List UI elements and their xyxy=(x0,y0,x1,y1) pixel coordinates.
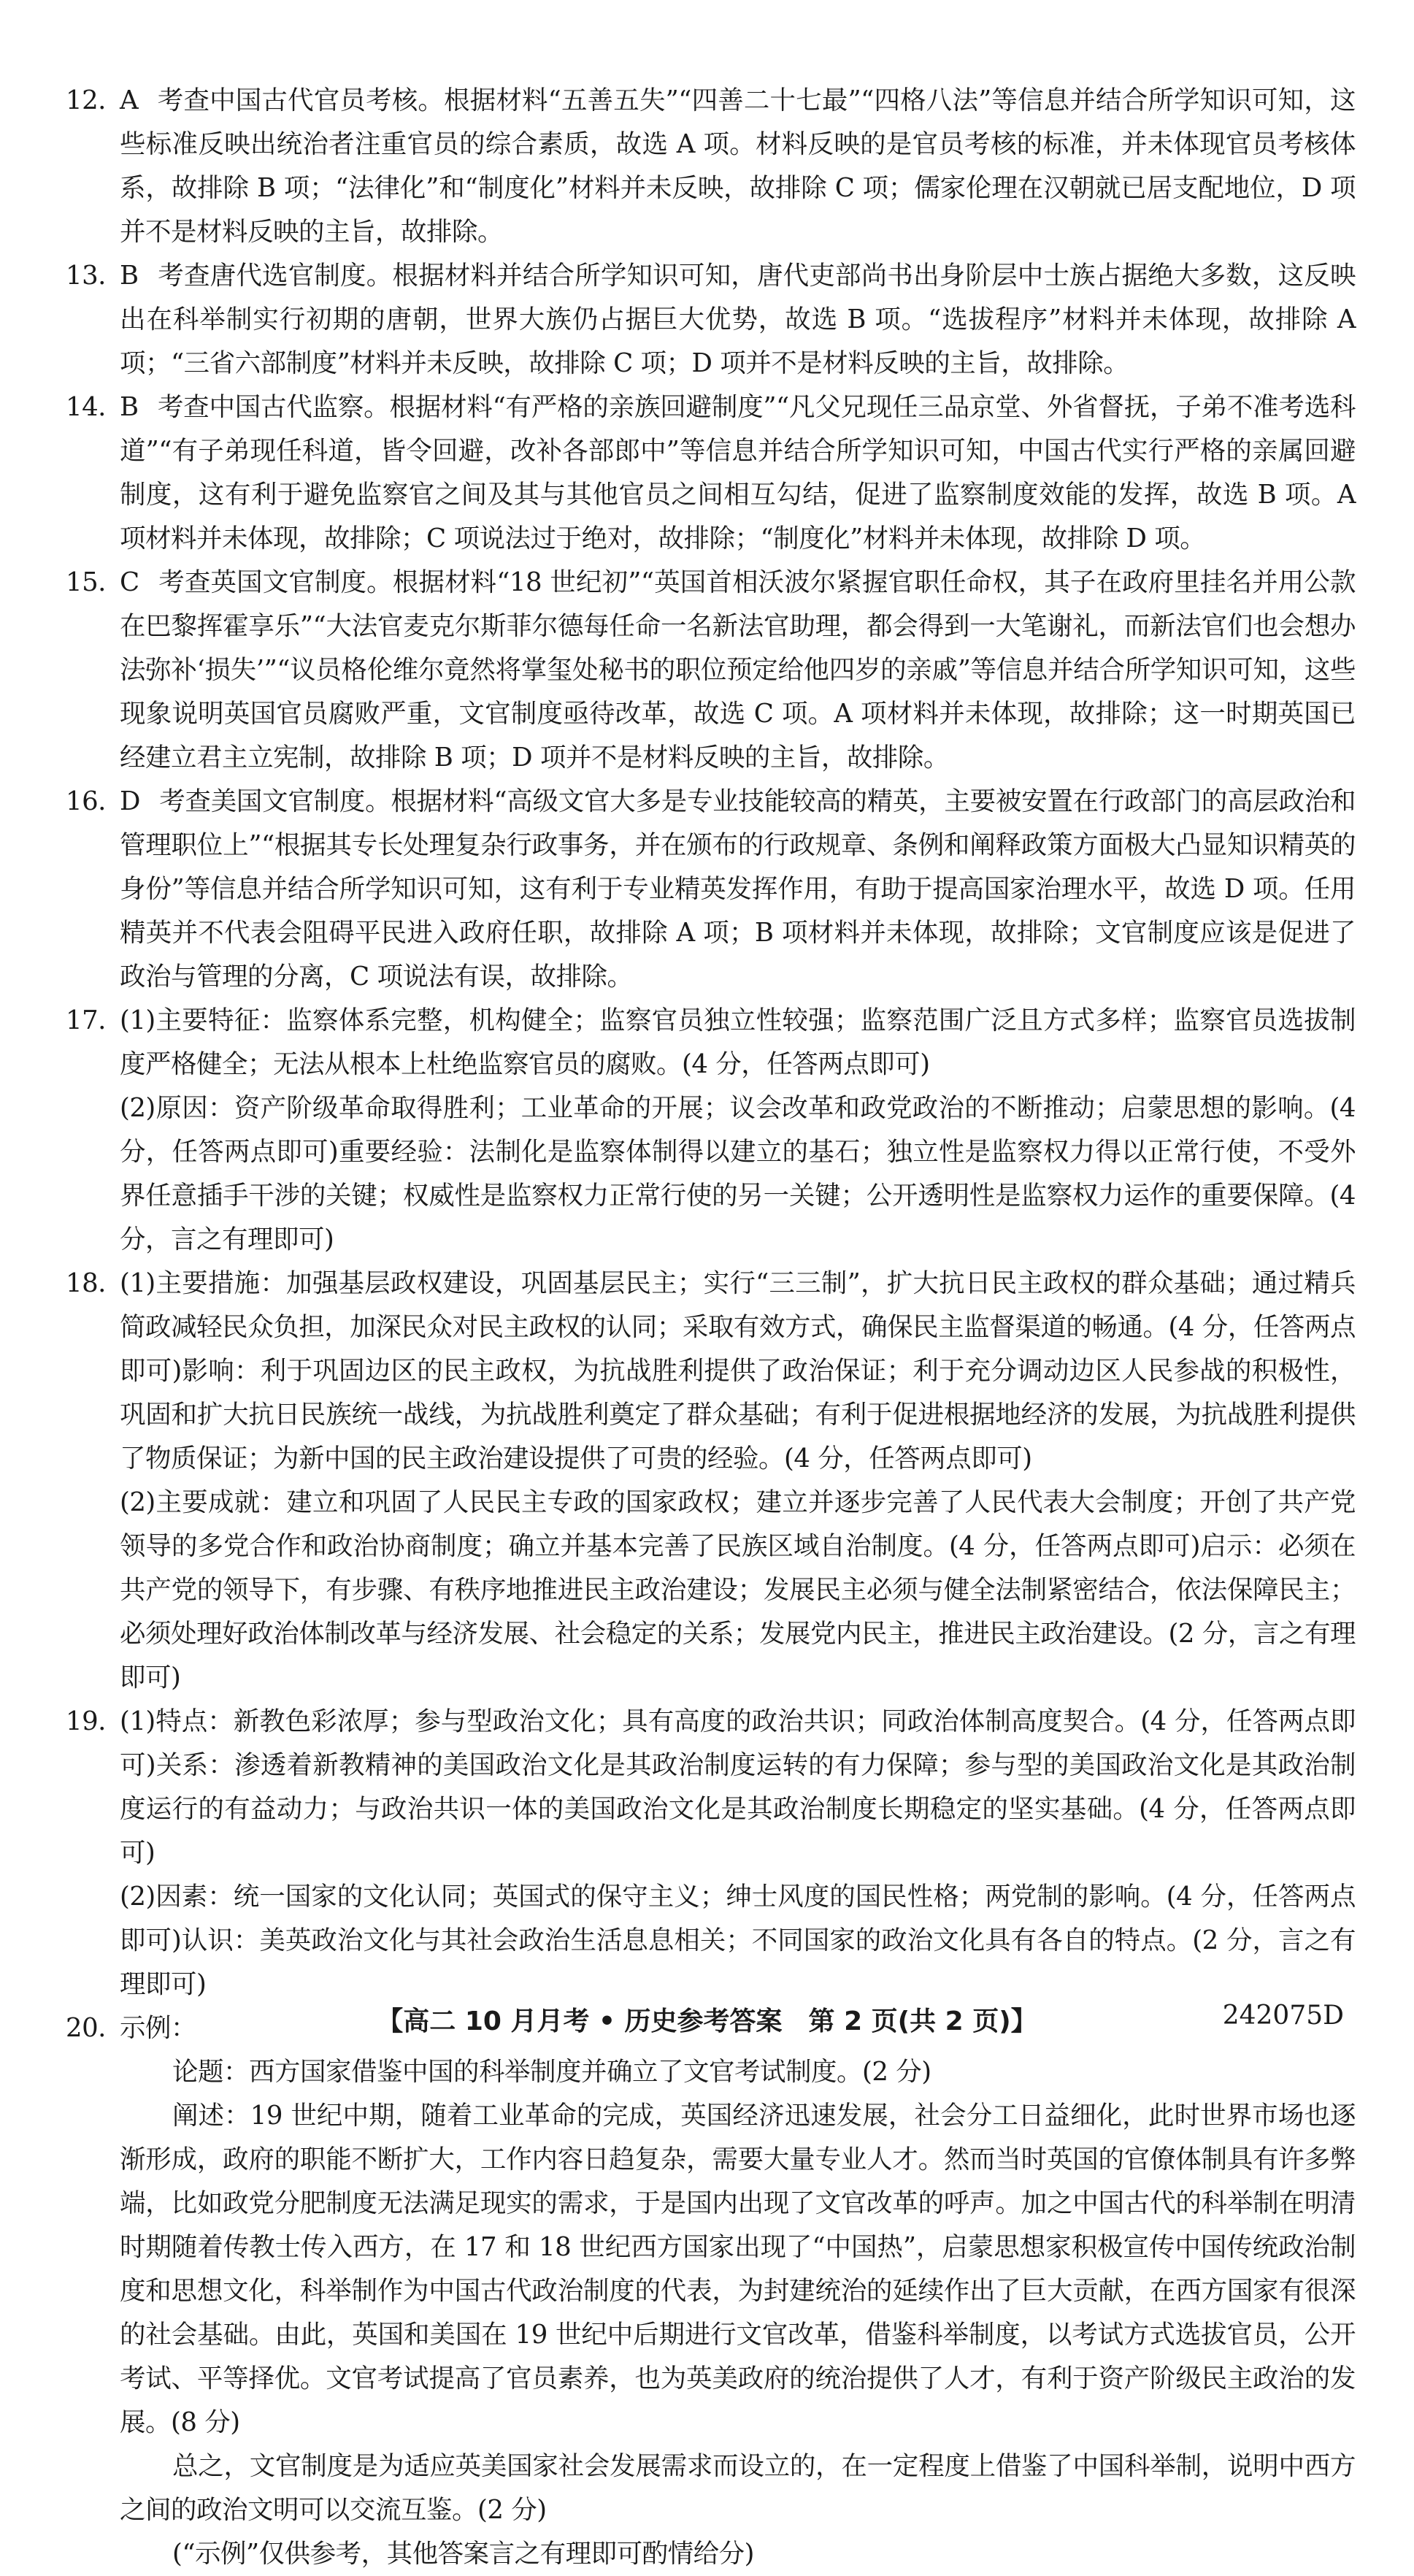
thesis-paragraph: 论题：西方国家借鉴中国的科举制度并确立了文官考试制度。(2 分) xyxy=(172,2057,931,2087)
scoring-note: (“示例”仅供参考，其他答案言之有理即可酌情给分) xyxy=(172,2539,754,2569)
explanation-text: 考查中国古代监察。根据材料“有严格的亲族回避制度”“凡父兄现任三品京堂、外省督抚，子弟不准考选科道”“有子弟现任科道，皆令回避，改补各部郎中”等信息并结合所学知识可知，中国古代实行严格的亲属回避制度，这有利于避免监察官之间及其与其他官员之间相互勾结，促进了监察制度效能的发挥，故选 B 项。A 项材料并未体现，故排除；C 项说法过于绝对，故排除；“制度化”材料并未体现，故排除 D 项。 xyxy=(120,392,1356,553)
question-12 xyxy=(58,79,1356,254)
answer-letter: B xyxy=(120,392,139,422)
question-number: 17. xyxy=(66,1005,106,1035)
question-17 xyxy=(58,999,1356,1262)
question-14 xyxy=(58,386,1356,561)
question-15 xyxy=(58,561,1356,780)
answer-letter: D xyxy=(120,786,140,816)
answer-letter: B xyxy=(120,261,139,291)
question-number: 13. xyxy=(66,261,106,291)
answer-part-2: (2)原因：资产阶级革命取得胜利；工业革命的开展；议会改革和政党政治的不断推动；启蒙思想的影响。(4 分，任答两点即可)重要经验：法制化是监察体制得以建立的基石；独立性是监察权力得以正常行使，不受外界任意插手干涉的关键；权威性是监察权力正常行使的另一关键；公开透明性是监察权力运作的重要保障。(4 分，言之有理即可) xyxy=(120,1093,1356,1254)
argument-paragraph: 阐述：19 世纪中期，随着工业革命的完成，英国经济迅速发展，社会分工日益细化，此时世界市场也逐渐形成，政府的职能不断扩大，工作内容日趋复杂，需要大量专业人才。然而当时英国的官僚体制具有许多弊端，比如政党分肥制度无法满足现实的需求，于是国内出现了文官改革的呼声。加之中国古代的科举制在明清时期随着传教士传入西方，在 17 和 18 世纪西方国家出现了“中国热”，启蒙思想家积极宣传中国传统政治制度和思想文化，科举制作为中国古代政治制度的代表，为封建统治的延续作出了巨大贡献，在西方国家有很深的社会基础。由此，英国和美国在 19 世纪中后期进行文官改革，借鉴科举制度，以考试方式选拔官员，公开考试、平等择优。文官考试提高了官员素养，也为英美政府的统治提供了人才，有利于资产阶级民主政治的发展。(8 分) xyxy=(120,2101,1356,2437)
answer-part-1: (1)主要措施：加强基层政权建设，巩固基层民主；实行“三三制”，扩大抗日民主政权的群众基础；通过精兵简政减轻民众负担，加深民众对民主政权的认同；采取有效方式，确保民主监督渠道的畅通。(4 分，任答两点即可)影响：利于巩固边区的民主政权，为抗战胜利提供了政治保证；利于充分调动边区人民参战的积极性，巩固和扩大抗日民族统一战线，为抗战胜利奠定了群众基础；有利于促进根据地经济的发展，为抗战胜利提供了物质保证；为新中国的民主政治建设提供了可贵的经验。(4 分，任答两点即可) xyxy=(120,1268,1356,1473)
answer-part-1: (1)特点：新教色彩浓厚；参与型政治文化；具有高度的政治共识；同政治体制高度契合。(4 分，任答两点即可)关系：渗透着新教精神的美国政治文化是其政治制度运转的有力保障；参与型的美国政治文化是其政治制度运行的有益动力；与政治共识一体的美国政治文化是其政治制度长期稳定的坚实基础。(4 分，任答两点即可) xyxy=(120,1706,1356,1868)
question-number: 20. xyxy=(66,2013,106,2043)
question-number: 14. xyxy=(66,392,106,422)
explanation-text: 考查英国文官制度。根据材料“18 世纪初”“英国首相沃波尔紧握官职任命权，其子在政府里挂名并用公款在巴黎挥霍享乐”“大法官麦克尔斯菲尔德每任命一名新法官助理，都会得到一大笔谢礼，而新法官们也会想办法弥补‘损失’”“议员格伦维尔竟然将掌玺处秘书的职位预定给他四岁的亲戚”等信息并结合所学知识可知，这些现象说明英国官员腐败严重，文官制度亟待改革，故选 C 项。A 项材料并未体现，故排除；这一时期英国已经建立君主立宪制，故排除 B 项；D 项并不是材料反映的主旨，故排除。 xyxy=(120,567,1356,773)
page-footer xyxy=(0,2001,1414,2044)
question-number: 19. xyxy=(66,1706,106,1736)
question-number: 12. xyxy=(66,85,106,115)
footer-title: 【高二 10 月月考 • 历史参考答案 第 2 页(共 2 页)】 xyxy=(377,2006,1037,2036)
document-code: 242075D xyxy=(1222,2001,1344,2031)
answer-part-2: (2)因素：统一国家的文化认同；英国式的保守主义；绅士风度的国民性格；两党制的影响。(4 分，任答两点即可)认识：美英政治文化与其社会政治生活息息相关；不同国家的政治文化具有各自的特点。(2 分，言之有理即可) xyxy=(120,1882,1356,1999)
question-20 xyxy=(58,2006,1356,2576)
conclusion-paragraph: 总之，文官制度是为适应英美国家社会发展需求而设立的，在一定程度上借鉴了中国科举制，说明中西方之间的政治文明可以交流互鉴。(2 分) xyxy=(120,2451,1356,2525)
question-16 xyxy=(58,780,1356,999)
answer-letter: A xyxy=(120,85,139,115)
answer-part-1: (1)主要特征：监察体系完整，机构健全；监察官员独立性较强；监察范围广泛且方式多样；监察官员选拔制度严格健全；无法从根本上杜绝监察官员的腐败。(4 分，任答两点即可) xyxy=(120,1005,1356,1079)
explanation-text: 考查唐代选官制度。根据材料并结合所学知识可知，唐代吏部尚书出身阶层中士族占据绝大多数，这反映出在科举制实行初期的唐朝，世界大族仍占据巨大优势，故选 B 项。“选拔程序”材料并未体现，故排除 A 项；“三省六部制度”材料并未反映，故排除 C 项；D 项并不是材料反映的主旨，故排除。 xyxy=(120,261,1356,378)
explanation-text: 考查美国文官制度。根据材料“高级文官大多是专业技能较高的精英，主要被安置在行政部门的高层政治和管理职位上”“根据其专长处理复杂行政事务，并在颁布的行政规章、条例和阐释政策方面极大凸显知识精英的身份”等信息并结合所学知识可知，这有利于专业精英发挥作用，有助于提高国家治理水平，故选 D 项。任用精英并不代表会阻碍平民进入政府任职，故排除 A 项；B 项材料并未体现，故排除；文官制度应该是促进了政治与管理的分离，C 项说法有误，故排除。 xyxy=(120,786,1356,992)
question-number: 16. xyxy=(66,786,106,816)
answer-part-2: (2)主要成就：建立和巩固了人民民主专政的国家政权；建立并逐步完善了人民代表大会制度；开创了共产党领导的多党合作和政治协商制度；确立并基本完善了民族区域自治制度。(4 分，任答两点即可)启示：必须在共产党的领导下，有步骤、有秩序地推进民主政治建设；发展民主必须与健全法制紧密结合，依法保障民主；必须处理好政治体制改革与经济发展、社会稳定的关系；发展党内民主，推进民主政治建设。(2 分，言之有理即可) xyxy=(120,1487,1356,1693)
question-number: 18. xyxy=(66,1268,106,1298)
example-label: 示例： xyxy=(120,2013,197,2043)
answer-letter: C xyxy=(120,567,139,597)
explanation-text: 考查中国古代官员考核。根据材料“五善五失”“四善二十七最”“四格八法”等信息并结合所学知识可知，这些标准反映出统治者注重官员的综合素质，故选 A 项。材料反映的是官员考核的标准，并未体现官员考核体系，故排除 B 项；“法律化”和“制度化”材料并未反映，故排除 C 项；儒家伦理在汉朝就已居支配地位，D 项并不是材料反映的主旨，故排除。 xyxy=(120,85,1356,247)
question-13 xyxy=(58,254,1356,386)
question-18 xyxy=(58,1262,1356,1700)
question-number: 15. xyxy=(66,567,106,597)
question-19 xyxy=(58,1700,1356,2006)
